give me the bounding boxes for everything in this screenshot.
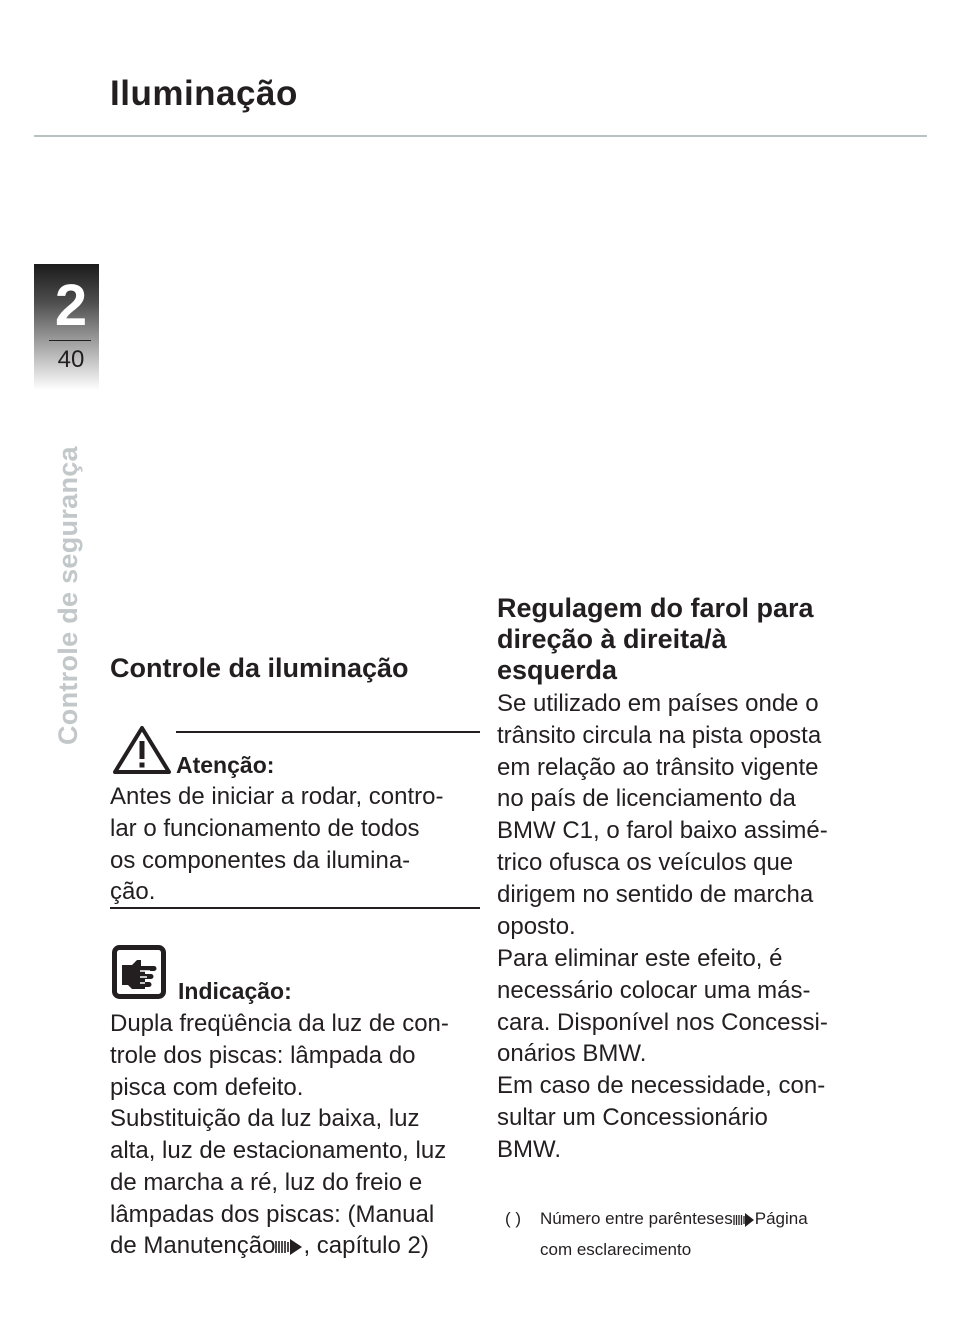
page-title: Iluminação	[110, 74, 298, 113]
paragraph-dealer: Em caso de necessidade, con- sultar um Concessionário BMW.	[497, 1072, 826, 1163]
chapter-side-label: Controle de segurança	[53, 446, 83, 745]
section-heading-lighting-control: Controle da iluminação	[110, 653, 409, 683]
warning-top-rule	[176, 731, 480, 733]
warning-bottom-rule	[110, 907, 480, 909]
footnote-arrow-icon	[733, 1213, 755, 1227]
page-number: 40	[57, 346, 85, 373]
paragraph-headlight-glare: Se utilizado em países onde o trânsito circula na pista oposta em relação ao trânsito vigente no país de licenciamento da BMW C1, o farol baixo assimé- trico ofusca os veículos que dirigem no sentido de marcha oposto.	[497, 690, 828, 940]
chapter-divider	[49, 340, 91, 341]
warning-text: Antes de iniciar a rodar, contro- lar o funcionamento de todos os componentes da ilumina- ção.	[110, 783, 444, 906]
footnote-line-2: com esclarecimento	[540, 1240, 692, 1259]
note-text: Dupla freqüência da luz de con- trole dos piscas: lâmpada do pisca com defeito. Substituição da luz baixa, luz alta, luz de estacionamento, luz de marcha a ré, luz do freio e lâmpadas dos piscas: (Manual	[110, 1010, 449, 1228]
footnote-symbol: ( )	[505, 1209, 522, 1228]
footnote-line-1: ( ) Número entre parênteses Página	[505, 1209, 808, 1228]
chapter-number: 2	[54, 273, 88, 338]
pointing-hand-icon	[112, 945, 166, 999]
warning-label: Atenção:	[176, 752, 275, 778]
section-heading-headlight-adjustment: Regulagem do farol para direção à direita/à esquerda	[497, 593, 814, 685]
paragraph-mask: Para eliminar este efeito, é necessário colocar uma más- cara. Disponível nos Concessi- onários BMW.	[497, 945, 828, 1068]
note-text-last-line: de Manutenção , capítulo 2)	[110, 1232, 429, 1259]
warning-triangle-icon	[112, 725, 172, 775]
title-divider	[34, 135, 927, 137]
note-label: Indicação:	[178, 978, 292, 1004]
reference-arrow-icon	[275, 1238, 303, 1256]
